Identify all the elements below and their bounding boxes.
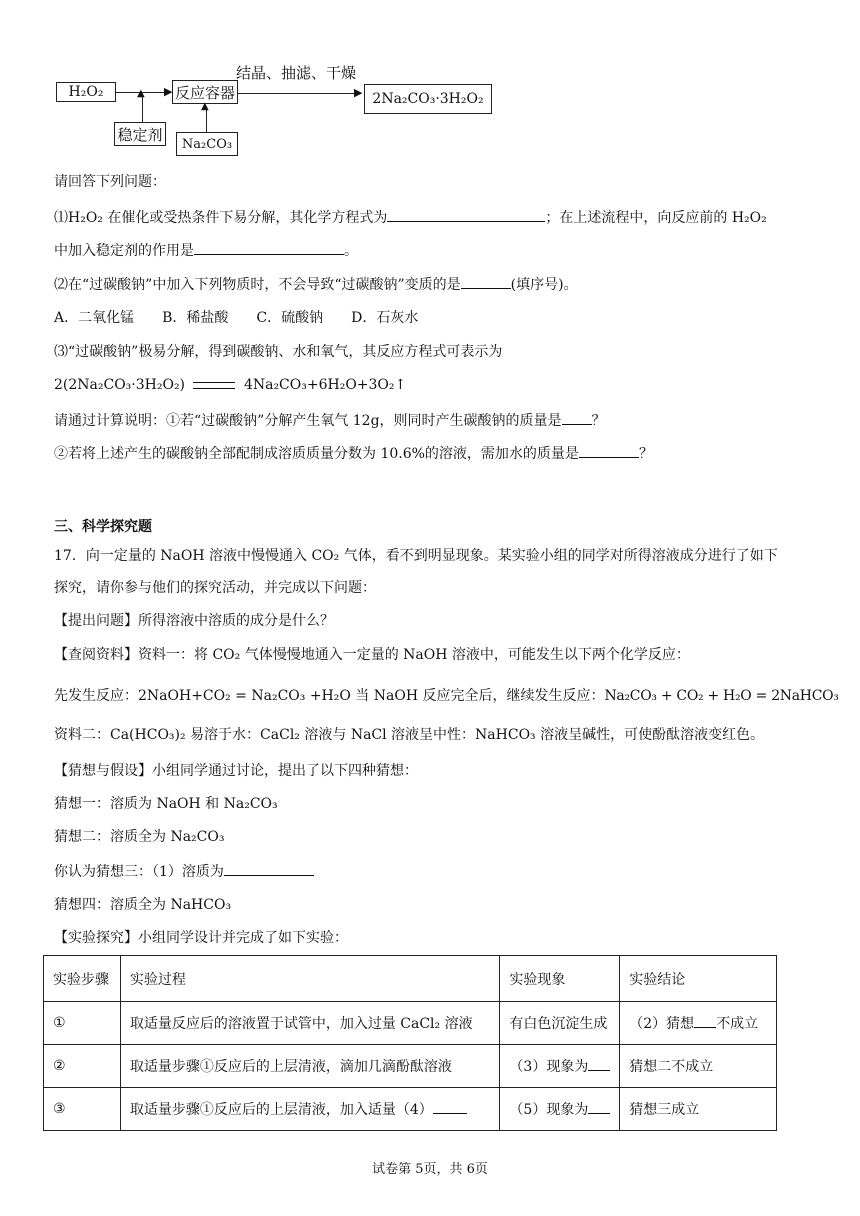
header-step: 实验步骤 <box>44 956 121 1002</box>
q2-line <box>54 274 578 295</box>
table-row <box>44 1002 777 1045</box>
hypothesis-1: 猜想一：溶质为 NaOH 和 Na₂CO₃ <box>54 796 278 812</box>
eq-double-line <box>193 382 235 389</box>
na2co3-box: Na₂CO₃ <box>176 132 238 156</box>
header-phenomenon: 实验现象 <box>500 956 620 1002</box>
arrow-head-1: ▶ <box>164 85 173 98</box>
equation-2: Na₂CO₃ + CO₂ + H₂O = 2NaHCO₃ <box>604 688 839 704</box>
table-header-row <box>44 956 777 1002</box>
cell-conclusion: 猜想二不成立 <box>620 1045 777 1088</box>
cell-process <box>120 1088 500 1131</box>
proc-text: 取适量步骤①反应后的上层清液，滴加几滴酚酞溶液 <box>129 1059 452 1075</box>
calc1-q: ？ <box>591 413 606 429</box>
q3-calc-1 <box>54 410 606 431</box>
react-text-a: 先发生反应： <box>54 688 138 704</box>
product-box: 2Na₂CO₃·3H₂O₂ <box>364 84 492 114</box>
q2-text-a: ⑵在“过碳酸钠”中加入下列物质时，不会导致“过碳酸钠”变质的是 <box>54 277 461 293</box>
ask-question: 【提出问题】所得溶液中溶质的成分是什么？ <box>54 613 334 629</box>
calc2-text: ②若将上述产生的碳酸钠全部配制成溶质质量分数为 10.6%的溶液，需加水的质量是 <box>54 446 579 462</box>
h3-text: 你认为猜想三：（1）溶质为 <box>54 864 224 880</box>
q3-line: ⑶“过碳酸钠”极易分解，得到碳酸钠、水和氧气，其反应方程式可表示为 <box>54 344 503 360</box>
header-conclusion: 实验结论 <box>620 956 777 1002</box>
page-footer: 试卷第 5页，共 6页 <box>372 1162 488 1177</box>
reference-1: 【查阅资料】资料一：将 CO₂ 气体慢慢地通入一定量的 NaOH 溶液中，可能发生以下两个化学反应： <box>54 647 690 663</box>
question-intro: 请回答下列问题： <box>54 174 166 190</box>
table-row <box>44 1088 777 1131</box>
arrow-head-stabilizer: ▲ <box>137 88 145 99</box>
proc-text: 取适量反应后的溶液置于试管中，加入过量 CaCl₂ 溶液 <box>129 1016 473 1032</box>
phen-blank[interactable] <box>588 1056 610 1071</box>
q1-text-c: 中加入稳定剂的作用是 <box>54 243 194 259</box>
hypothesis-2: 猜想二：溶质全为 Na₂CO₃ <box>54 829 225 845</box>
q1-line2 <box>54 240 358 261</box>
q1-text-d: 。 <box>344 243 358 259</box>
cell-phenomenon <box>500 1088 620 1131</box>
calc1-blank[interactable] <box>562 410 592 425</box>
q1-blank-1[interactable] <box>387 207 545 222</box>
cell-phenomenon <box>500 1045 620 1088</box>
q17-line1: 17．向一定量的 NaOH 溶液中慢慢通入 CO₂ 气体，看不到明显现象。某实验小组的同学对所得溶液成分进行了如下 <box>54 548 778 564</box>
cell-conclusion: 猜想三成立 <box>620 1088 777 1131</box>
q1-text-a: ⑴H₂O₂ 在催化或受热条件下易分解，其化学方程式为 <box>54 210 388 226</box>
arrow-head-2: ▶ <box>354 86 363 99</box>
q17-line2: 探究，请你参与他们的探究活动，并完成以下问题： <box>54 580 376 596</box>
equation-1: 2NaOH+CO₂ = Na₂CO₃ +H₂O <box>138 688 351 704</box>
eq-right: 4Na₂CO₃+6H₂O+3O₂↑ <box>243 377 407 393</box>
process-label: 结晶、抽滤、干燥 <box>236 64 357 82</box>
react-text-b: 当 NaOH 反应完全后，继续发生反应： <box>350 688 605 704</box>
q1-blank-2[interactable] <box>194 240 344 255</box>
q1-text-b: ；在上述流程中，向反应前的 H₂O₂ <box>545 210 767 226</box>
arrow-line-2 <box>238 93 360 94</box>
header-process: 实验过程 <box>120 956 500 1002</box>
q2-options: A．二氧化锰 B．稀盐酸 C．硫酸钠 D．石灰水 <box>54 310 419 326</box>
hypothesis-4: 猜想四：溶质全为 NaHCO₃ <box>54 897 232 913</box>
q1-line1 <box>54 207 767 228</box>
calc2-q: ？ <box>638 446 653 462</box>
hypothesis-3 <box>54 861 314 882</box>
stabilizer-box: 稳定剂 <box>114 122 166 146</box>
experiment-table <box>43 955 777 1131</box>
h2o2-box: H₂O₂ <box>56 82 116 102</box>
cell-phenomenon: 有白色沉淀生成 <box>500 1002 620 1045</box>
cell-conclusion <box>620 1002 777 1045</box>
cell-process <box>120 1002 500 1045</box>
reaction-line <box>54 686 839 706</box>
cell-process <box>120 1045 500 1088</box>
arrow-line-stabilizer <box>142 96 143 122</box>
arrow-head-na2co3: ▲ <box>201 101 209 112</box>
h3-blank[interactable] <box>224 861 314 876</box>
q3-equation <box>54 375 406 395</box>
q2-blank[interactable] <box>461 274 511 289</box>
concl-text-a: （2）猜想 <box>629 1016 695 1032</box>
reference-2: 资料二：Ca(HCO₃)₂ 易溶于水：CaCl₂ 溶液与 NaCl 溶液呈中性：NaHCO₃ 溶液呈碱性，可使酚酞溶液变红色。 <box>54 727 765 743</box>
section-title: 三、科学探究题 <box>54 519 152 535</box>
calc1-text: 请通过计算说明：①若“过碳酸钠”分解产生氧气 12g，则同时产生碳酸钠的质量是 <box>54 413 562 429</box>
cell-step: ③ <box>44 1088 121 1131</box>
hypothesis-intro: 【猜想与假设】小组同学通过讨论，提出了以下四种猜想： <box>54 763 418 779</box>
phen-text: （3）现象为 <box>509 1059 589 1075</box>
experiment-intro: 【实验探究】小组同学设计并完成了如下实验： <box>54 930 348 946</box>
eq-left: 2(2Na₂CO₃·3H₂O₂) <box>54 377 186 393</box>
cell-step: ② <box>44 1045 121 1088</box>
calc2-blank[interactable] <box>579 443 639 458</box>
proc-text: 取适量步骤①反应后的上层清液，加入适量（4） <box>129 1102 433 1118</box>
cell-step: ① <box>44 1002 121 1045</box>
table-row <box>44 1045 777 1088</box>
concl-blank[interactable] <box>694 1013 716 1028</box>
q3-calc-2 <box>54 443 653 464</box>
phen-text: （5）现象为 <box>509 1102 589 1118</box>
proc-blank[interactable] <box>433 1099 467 1114</box>
q2-text-b: (填序号)。 <box>510 277 578 293</box>
reactor-box: 反应容器 <box>172 80 238 104</box>
concl-text-b: 不成立 <box>716 1016 759 1032</box>
phen-blank[interactable] <box>588 1099 610 1114</box>
